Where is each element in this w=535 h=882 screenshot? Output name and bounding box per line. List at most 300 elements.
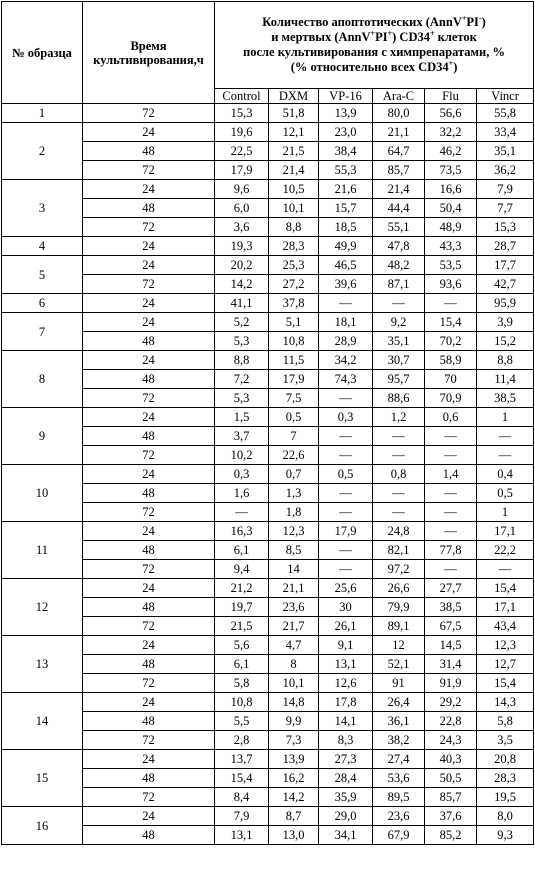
value-cell: — bbox=[319, 389, 373, 408]
sample-number-cell: 4 bbox=[2, 237, 83, 256]
value-cell: 37,6 bbox=[425, 807, 477, 826]
value-cell: 15,7 bbox=[319, 199, 373, 218]
sample-number-cell: 11 bbox=[2, 522, 83, 579]
value-cell: 41,1 bbox=[215, 294, 269, 313]
value-cell: 3,5 bbox=[477, 731, 534, 750]
value-cell: 27,2 bbox=[269, 275, 319, 294]
value-cell: — bbox=[425, 294, 477, 313]
value-cell: 7,2 bbox=[215, 370, 269, 389]
value-cell: 8,7 bbox=[269, 807, 319, 826]
value-cell: — bbox=[319, 503, 373, 522]
value-cell: 9,4 bbox=[215, 560, 269, 579]
time-cell: 72 bbox=[83, 674, 215, 693]
table-row bbox=[2, 123, 534, 142]
time-cell: 72 bbox=[83, 275, 215, 294]
value-cell: 49,9 bbox=[319, 237, 373, 256]
cell-count-header-line1: Количество апоптотических (AnnV+PI-) bbox=[262, 13, 486, 29]
value-cell: — bbox=[425, 560, 477, 579]
value-cell: 27,4 bbox=[373, 750, 425, 769]
sample-number-cell: 7 bbox=[2, 313, 83, 351]
time-cell: 48 bbox=[83, 332, 215, 351]
value-cell: 14,1 bbox=[319, 712, 373, 731]
value-cell: 14,2 bbox=[269, 788, 319, 807]
value-cell: 13,9 bbox=[319, 104, 373, 123]
column-header-vincr: Vincr bbox=[477, 89, 534, 104]
value-cell: 24,8 bbox=[373, 522, 425, 541]
value-cell: 25,3 bbox=[269, 256, 319, 275]
value-cell: 16,6 bbox=[425, 180, 477, 199]
value-cell: 51,8 bbox=[269, 104, 319, 123]
time-cell: 24 bbox=[83, 123, 215, 142]
value-cell: — bbox=[373, 484, 425, 503]
time-cell: 72 bbox=[83, 560, 215, 579]
value-cell: 1,3 bbox=[269, 484, 319, 503]
table-row bbox=[2, 351, 534, 370]
value-cell: 17,1 bbox=[477, 598, 534, 617]
time-cell: 24 bbox=[83, 522, 215, 541]
value-cell: 23,0 bbox=[319, 123, 373, 142]
time-cell: 48 bbox=[83, 541, 215, 560]
value-cell: 15,3 bbox=[215, 104, 269, 123]
value-cell: 34,1 bbox=[319, 826, 373, 845]
cell-count-header-line4: (% относительно всех CD34+) bbox=[290, 58, 458, 74]
value-cell: — bbox=[425, 522, 477, 541]
time-cell: 72 bbox=[83, 218, 215, 237]
value-cell: 73,5 bbox=[425, 161, 477, 180]
value-cell: 5,2 bbox=[215, 313, 269, 332]
value-cell: — bbox=[319, 560, 373, 579]
value-cell: 28,7 bbox=[477, 237, 534, 256]
time-cell: 24 bbox=[83, 636, 215, 655]
value-cell: 70,2 bbox=[425, 332, 477, 351]
value-cell: 8,5 bbox=[269, 541, 319, 560]
table-row bbox=[2, 256, 534, 275]
value-cell: 38,4 bbox=[319, 142, 373, 161]
value-cell: 5,8 bbox=[477, 712, 534, 731]
value-cell: 17,1 bbox=[477, 522, 534, 541]
value-cell: 26,6 bbox=[373, 579, 425, 598]
value-cell: 12 bbox=[373, 636, 425, 655]
value-cell: 19,6 bbox=[215, 123, 269, 142]
time-cell: 72 bbox=[83, 503, 215, 522]
value-cell: 93,6 bbox=[425, 275, 477, 294]
value-cell: 88,6 bbox=[373, 389, 425, 408]
column-header-arac: Ara-C bbox=[373, 89, 425, 104]
time-cell: 72 bbox=[83, 104, 215, 123]
value-cell: 8,4 bbox=[215, 788, 269, 807]
value-cell: 10,1 bbox=[269, 674, 319, 693]
value-cell: 5,3 bbox=[215, 389, 269, 408]
value-cell: 13,9 bbox=[269, 750, 319, 769]
value-cell: 14 bbox=[269, 560, 319, 579]
value-cell: 50,4 bbox=[425, 199, 477, 218]
value-cell: 28,3 bbox=[269, 237, 319, 256]
value-cell: 10,2 bbox=[215, 446, 269, 465]
value-cell: 82,1 bbox=[373, 541, 425, 560]
value-cell: 32,2 bbox=[425, 123, 477, 142]
value-cell: 19,5 bbox=[477, 788, 534, 807]
value-cell: 95,9 bbox=[477, 294, 534, 313]
value-cell: 1,4 bbox=[425, 465, 477, 484]
table-row bbox=[2, 237, 534, 256]
value-cell: 77,8 bbox=[425, 541, 477, 560]
value-cell: 27,3 bbox=[319, 750, 373, 769]
value-cell: 18,5 bbox=[319, 218, 373, 237]
value-cell: 70,9 bbox=[425, 389, 477, 408]
value-cell: 9,2 bbox=[373, 313, 425, 332]
value-cell: 91 bbox=[373, 674, 425, 693]
value-cell: 42,7 bbox=[477, 275, 534, 294]
value-cell: 74,3 bbox=[319, 370, 373, 389]
time-cell: 72 bbox=[83, 788, 215, 807]
value-cell: 12,1 bbox=[269, 123, 319, 142]
value-cell: 10,8 bbox=[269, 332, 319, 351]
time-cell: 48 bbox=[83, 370, 215, 389]
value-cell: 53,5 bbox=[425, 256, 477, 275]
sample-number-cell: 16 bbox=[2, 807, 83, 845]
value-cell: 39,6 bbox=[319, 275, 373, 294]
value-cell: 22,8 bbox=[425, 712, 477, 731]
time-cell: 72 bbox=[83, 446, 215, 465]
table-row bbox=[2, 807, 534, 826]
time-cell: 72 bbox=[83, 617, 215, 636]
table-row bbox=[2, 693, 534, 712]
value-cell: 17,9 bbox=[269, 370, 319, 389]
value-cell: 43,4 bbox=[477, 617, 534, 636]
value-cell: 36,1 bbox=[373, 712, 425, 731]
value-cell: — bbox=[373, 503, 425, 522]
value-cell: 11,5 bbox=[269, 351, 319, 370]
value-cell: 11,4 bbox=[477, 370, 534, 389]
value-cell: 46,2 bbox=[425, 142, 477, 161]
value-cell: — bbox=[425, 427, 477, 446]
time-cell: 24 bbox=[83, 313, 215, 332]
value-cell: — bbox=[477, 446, 534, 465]
value-cell: — bbox=[373, 294, 425, 313]
value-cell: 13,1 bbox=[319, 655, 373, 674]
time-cell: 24 bbox=[83, 750, 215, 769]
sample-number-cell: 8 bbox=[2, 351, 83, 408]
sample-number-cell: 10 bbox=[2, 465, 83, 522]
value-cell: 55,8 bbox=[477, 104, 534, 123]
value-cell: 10,5 bbox=[269, 180, 319, 199]
value-cell: 8 bbox=[269, 655, 319, 674]
value-cell: 28,9 bbox=[319, 332, 373, 351]
value-cell: 40,3 bbox=[425, 750, 477, 769]
value-cell: 70 bbox=[425, 370, 477, 389]
time-cell: 24 bbox=[83, 237, 215, 256]
value-cell: 8,8 bbox=[269, 218, 319, 237]
value-cell: 14,3 bbox=[477, 693, 534, 712]
time-cell: 48 bbox=[83, 826, 215, 845]
value-cell: 13,1 bbox=[215, 826, 269, 845]
table-body bbox=[2, 104, 534, 845]
value-cell: — bbox=[373, 446, 425, 465]
time-cell: 48 bbox=[83, 199, 215, 218]
value-cell: 15,2 bbox=[477, 332, 534, 351]
value-cell: 8,8 bbox=[215, 351, 269, 370]
value-cell: 3,7 bbox=[215, 427, 269, 446]
sample-number-cell: 12 bbox=[2, 579, 83, 636]
value-cell: 2,8 bbox=[215, 731, 269, 750]
value-cell: 14,8 bbox=[269, 693, 319, 712]
value-cell: 7,9 bbox=[215, 807, 269, 826]
value-cell: 9,3 bbox=[477, 826, 534, 845]
value-cell: 47,8 bbox=[373, 237, 425, 256]
value-cell: 56,6 bbox=[425, 104, 477, 123]
value-cell: 8,0 bbox=[477, 807, 534, 826]
time-cell: 72 bbox=[83, 161, 215, 180]
value-cell: 15,4 bbox=[477, 674, 534, 693]
time-cell: 48 bbox=[83, 484, 215, 503]
value-cell: 16,2 bbox=[269, 769, 319, 788]
value-cell: 0,5 bbox=[269, 408, 319, 427]
value-cell: 22,5 bbox=[215, 142, 269, 161]
value-cell: 8,3 bbox=[319, 731, 373, 750]
value-cell: — bbox=[319, 446, 373, 465]
value-cell: 14,5 bbox=[425, 636, 477, 655]
value-cell: 29,0 bbox=[319, 807, 373, 826]
value-cell: 46,5 bbox=[319, 256, 373, 275]
value-cell: — bbox=[319, 294, 373, 313]
time-cell: 48 bbox=[83, 142, 215, 161]
value-cell: 5,3 bbox=[215, 332, 269, 351]
time-cell: 24 bbox=[83, 256, 215, 275]
value-cell: 21,6 bbox=[319, 180, 373, 199]
value-cell: 21,1 bbox=[269, 579, 319, 598]
table-row bbox=[2, 104, 534, 123]
table-row bbox=[2, 522, 534, 541]
value-cell: 31,4 bbox=[425, 655, 477, 674]
results-table-container bbox=[1, 1, 533, 845]
cell-count-header-line3: после культивирования с химпрепаратами, % bbox=[243, 45, 506, 59]
value-cell: 4,7 bbox=[269, 636, 319, 655]
value-cell: 89,5 bbox=[373, 788, 425, 807]
value-cell: 21,4 bbox=[373, 180, 425, 199]
cell-count-header bbox=[215, 2, 534, 89]
time-cell: 24 bbox=[83, 180, 215, 199]
value-cell: 1,2 bbox=[373, 408, 425, 427]
value-cell: — bbox=[425, 503, 477, 522]
value-cell: 8,8 bbox=[477, 351, 534, 370]
value-cell: 44,4 bbox=[373, 199, 425, 218]
value-cell: 0,5 bbox=[477, 484, 534, 503]
cultivation-time-header: Время культивирования,ч bbox=[83, 2, 215, 104]
value-cell: 52,1 bbox=[373, 655, 425, 674]
value-cell: 13,0 bbox=[269, 826, 319, 845]
value-cell: — bbox=[215, 503, 269, 522]
value-cell: 91,9 bbox=[425, 674, 477, 693]
column-header-control: Control bbox=[215, 89, 269, 104]
value-cell: 22,2 bbox=[477, 541, 534, 560]
value-cell: 0,8 bbox=[373, 465, 425, 484]
time-cell: 48 bbox=[83, 769, 215, 788]
value-cell: 0,4 bbox=[477, 465, 534, 484]
value-cell: 34,2 bbox=[319, 351, 373, 370]
value-cell: 35,9 bbox=[319, 788, 373, 807]
value-cell: 12,6 bbox=[319, 674, 373, 693]
column-header-flu: Flu bbox=[425, 89, 477, 104]
value-cell: 6,1 bbox=[215, 655, 269, 674]
value-cell: 5,6 bbox=[215, 636, 269, 655]
value-cell: 33,4 bbox=[477, 123, 534, 142]
time-cell: 48 bbox=[83, 712, 215, 731]
value-cell: 19,3 bbox=[215, 237, 269, 256]
value-cell: 21,5 bbox=[269, 142, 319, 161]
sample-number-cell: 3 bbox=[2, 180, 83, 237]
value-cell: 29,2 bbox=[425, 693, 477, 712]
value-cell: 21,2 bbox=[215, 579, 269, 598]
value-cell: 38,2 bbox=[373, 731, 425, 750]
value-cell: 38,5 bbox=[425, 598, 477, 617]
time-cell: 24 bbox=[83, 294, 215, 313]
time-cell: 24 bbox=[83, 807, 215, 826]
time-cell: 24 bbox=[83, 408, 215, 427]
value-cell: 13,7 bbox=[215, 750, 269, 769]
time-cell: 24 bbox=[83, 465, 215, 484]
value-cell: 87,1 bbox=[373, 275, 425, 294]
value-cell: 21,5 bbox=[215, 617, 269, 636]
column-header-vp16: VP-16 bbox=[319, 89, 373, 104]
value-cell: 1 bbox=[477, 408, 534, 427]
time-cell: 72 bbox=[83, 731, 215, 750]
value-cell: 0,3 bbox=[215, 465, 269, 484]
time-cell: 24 bbox=[83, 579, 215, 598]
value-cell: 22,6 bbox=[269, 446, 319, 465]
sample-number-cell: 9 bbox=[2, 408, 83, 465]
value-cell: 23,6 bbox=[373, 807, 425, 826]
value-cell: 17,8 bbox=[319, 693, 373, 712]
value-cell: 28,3 bbox=[477, 769, 534, 788]
value-cell: 95,7 bbox=[373, 370, 425, 389]
value-cell: 36,2 bbox=[477, 161, 534, 180]
value-cell: 85,7 bbox=[425, 788, 477, 807]
value-cell: 0,5 bbox=[319, 465, 373, 484]
value-cell: 26,1 bbox=[319, 617, 373, 636]
value-cell: 9,6 bbox=[215, 180, 269, 199]
value-cell: — bbox=[425, 446, 477, 465]
value-cell: — bbox=[319, 427, 373, 446]
value-cell: 55,1 bbox=[373, 218, 425, 237]
apoptosis-results-table bbox=[1, 1, 534, 845]
value-cell: — bbox=[477, 427, 534, 446]
value-cell: 5,5 bbox=[215, 712, 269, 731]
sample-number-cell: 13 bbox=[2, 636, 83, 693]
value-cell: 67,5 bbox=[425, 617, 477, 636]
value-cell: 12,3 bbox=[477, 636, 534, 655]
table-row bbox=[2, 579, 534, 598]
value-cell: 64,7 bbox=[373, 142, 425, 161]
column-header-dxm: DXM bbox=[269, 89, 319, 104]
value-cell: 26,4 bbox=[373, 693, 425, 712]
value-cell: 21,1 bbox=[373, 123, 425, 142]
time-cell: 72 bbox=[83, 389, 215, 408]
value-cell: 58,9 bbox=[425, 351, 477, 370]
value-cell: 89,1 bbox=[373, 617, 425, 636]
table-row bbox=[2, 408, 534, 427]
value-cell: 15,4 bbox=[215, 769, 269, 788]
value-cell: 15,4 bbox=[425, 313, 477, 332]
value-cell: 15,3 bbox=[477, 218, 534, 237]
value-cell: 24,3 bbox=[425, 731, 477, 750]
sample-number-cell: 5 bbox=[2, 256, 83, 294]
table-row bbox=[2, 294, 534, 313]
value-cell: 35,1 bbox=[373, 332, 425, 351]
value-cell: 1 bbox=[477, 503, 534, 522]
sample-number-header: № образца bbox=[2, 2, 83, 104]
value-cell: 17,9 bbox=[319, 522, 373, 541]
table-row bbox=[2, 636, 534, 655]
value-cell: 17,9 bbox=[215, 161, 269, 180]
table-row bbox=[2, 750, 534, 769]
value-cell: 15,4 bbox=[477, 579, 534, 598]
sample-number-cell: 2 bbox=[2, 123, 83, 180]
value-cell: 85,2 bbox=[425, 826, 477, 845]
value-cell: 27,7 bbox=[425, 579, 477, 598]
value-cell: 48,9 bbox=[425, 218, 477, 237]
time-cell: 24 bbox=[83, 693, 215, 712]
sample-number-cell: 14 bbox=[2, 693, 83, 750]
value-cell: 7,9 bbox=[477, 180, 534, 199]
value-cell: 53,6 bbox=[373, 769, 425, 788]
time-cell: 48 bbox=[83, 598, 215, 617]
table-row bbox=[2, 313, 534, 332]
value-cell: 1,5 bbox=[215, 408, 269, 427]
value-cell: 30,7 bbox=[373, 351, 425, 370]
value-cell: 21,7 bbox=[269, 617, 319, 636]
value-cell: 18,1 bbox=[319, 313, 373, 332]
value-cell: 37,8 bbox=[269, 294, 319, 313]
value-cell: 20,2 bbox=[215, 256, 269, 275]
value-cell: — bbox=[319, 541, 373, 560]
value-cell: 55,3 bbox=[319, 161, 373, 180]
value-cell: 7,3 bbox=[269, 731, 319, 750]
value-cell: 12,3 bbox=[269, 522, 319, 541]
value-cell: 43,3 bbox=[425, 237, 477, 256]
value-cell: 85,7 bbox=[373, 161, 425, 180]
value-cell: 0,6 bbox=[425, 408, 477, 427]
time-cell: 48 bbox=[83, 655, 215, 674]
value-cell: 1,8 bbox=[269, 503, 319, 522]
sample-number-cell: 1 bbox=[2, 104, 83, 123]
value-cell: 9,1 bbox=[319, 636, 373, 655]
time-cell: 48 bbox=[83, 427, 215, 446]
value-cell: — bbox=[425, 484, 477, 503]
value-cell: 3,9 bbox=[477, 313, 534, 332]
value-cell: 5,8 bbox=[215, 674, 269, 693]
value-cell: 3,6 bbox=[215, 218, 269, 237]
value-cell: 0,3 bbox=[319, 408, 373, 427]
value-cell: — bbox=[373, 427, 425, 446]
value-cell: 7,7 bbox=[477, 199, 534, 218]
value-cell: 38,5 bbox=[477, 389, 534, 408]
value-cell: 10,1 bbox=[269, 199, 319, 218]
table-row bbox=[2, 180, 534, 199]
value-cell: 5,1 bbox=[269, 313, 319, 332]
value-cell: 67,9 bbox=[373, 826, 425, 845]
value-cell: — bbox=[319, 484, 373, 503]
value-cell: 28,4 bbox=[319, 769, 373, 788]
value-cell: 17,7 bbox=[477, 256, 534, 275]
value-cell: 6,1 bbox=[215, 541, 269, 560]
value-cell: 79,9 bbox=[373, 598, 425, 617]
table-row bbox=[2, 465, 534, 484]
value-cell: 30 bbox=[319, 598, 373, 617]
value-cell: 14,2 bbox=[215, 275, 269, 294]
value-cell: 6,0 bbox=[215, 199, 269, 218]
value-cell: 35,1 bbox=[477, 142, 534, 161]
value-cell: 0,7 bbox=[269, 465, 319, 484]
